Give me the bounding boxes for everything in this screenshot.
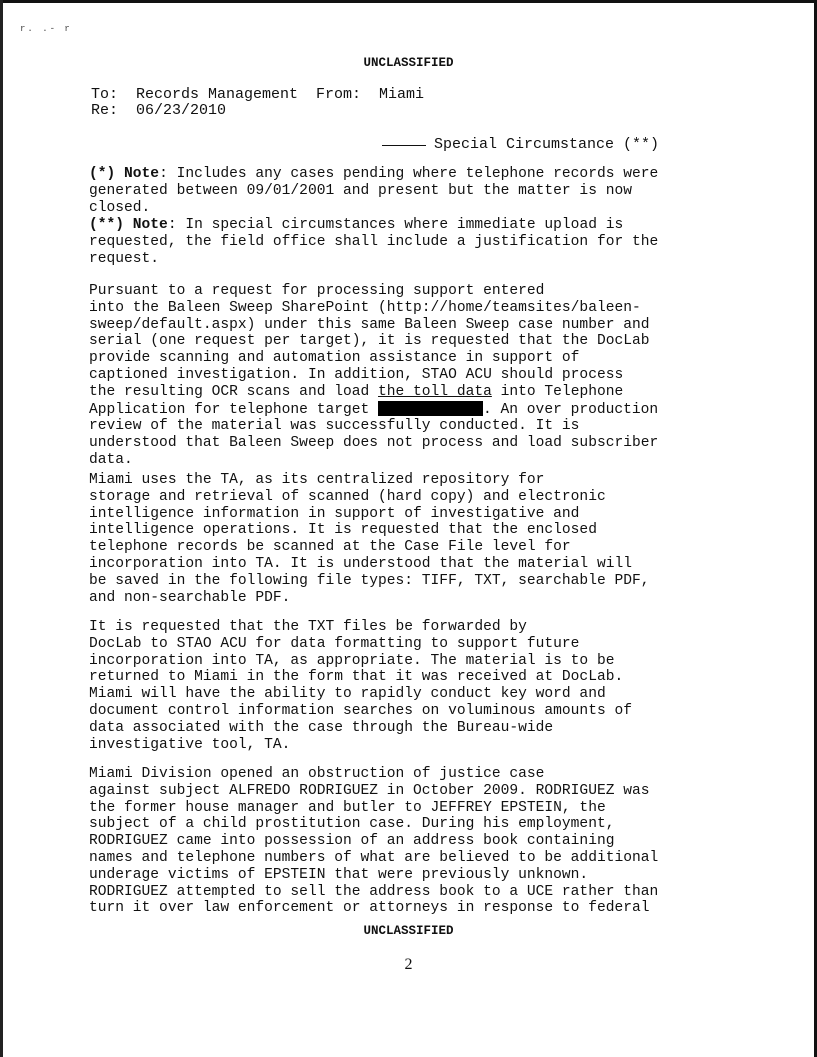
paragraph-request-part2: into Telephone Application for telephone target [89, 383, 624, 418]
classification-footer: UNCLASSIFIED [363, 924, 454, 938]
paragraph-request-underlined: the toll data [378, 383, 492, 400]
paragraph-request [89, 283, 725, 469]
paragraph-ta-repository: Miami uses the TA, as its centralized repository for storage and retrieval of scanned (hard copy) and electronic intelligence information in support of investigative and intelligence operations. It is requested that the enclosed telephone records be scanned at the Case File level for incorporation into TA. It is understood that the material will be saved in the following file types: TIFF, TXT, searchable PDF, and non-searchable PDF. [89, 472, 650, 606]
memo-header-re: Re: 06/23/2010 [91, 102, 227, 119]
memo-header-to-from: To: Records Management From: Miami [91, 86, 425, 103]
note-one [89, 166, 725, 216]
note-two [89, 217, 725, 267]
classification-header: UNCLASSIFIED [363, 56, 454, 70]
note-one-text: : Includes any cases pending where telephone records were generated between 09/01/2001 and present but the matter is now closed. [89, 166, 659, 216]
special-circumstance-line [382, 136, 659, 153]
left-scan-edge [0, 0, 3, 1057]
redaction-block [378, 401, 483, 416]
scan-mark: r. .- r [20, 24, 72, 34]
page-number: 2 [404, 956, 413, 973]
note-two-text: : In special circumstances where immediate upload is requested, the field office shall include a justification for the request. [89, 217, 659, 267]
note-two-label: (**) Note [89, 217, 168, 233]
paragraph-case-background: Miami Division opened an obstruction of justice case against subject ALFREDO RODRIGUEZ in October 2009. RODRIGUEZ was the former house manager and butler to JEFFREY EPSTEIN, the subject of a child prostitution case. During his employment, RODRIGUEZ came into possession of an address book containing names and telephone numbers of what are believed to be additional underage victims of EPSTEIN that were previously unknown. RODRIGUEZ attempted to sell the address book to a UCE rather than turn it over law enforcement or attorneys in response to federal [89, 766, 659, 917]
special-circumstance-label: Special Circumstance (**) [434, 136, 660, 153]
paragraph-request-part1: Pursuant to a request for processing support entered into the Baleen Sweep SharePoint (http://home/teamsites/baleen- sweep/default.aspx) under this same Baleen Sweep case number and serial (one request per target), it is requested that the DocLab provide scanning and automation assistance in support of captioned investigation. In addition, STAO ACU should process the resulting OCR scans and load [89, 283, 650, 400]
special-circumstance-blank [382, 145, 426, 146]
paragraph-txt-forwarding: It is requested that the TXT files be forwarded by DocLab to STAO ACU for data formatting to support future incorporation into TA, as appropriate. The material is to be returned to Miami in the form that it was received at DocLab. Miami will have the ability to rapidly conduct key word and document control information searches on voluminous amounts of data associated with the case through the Bureau-wide investigative tool, TA. [89, 619, 632, 753]
paragraph-request-part3: . An over production review of the material was successfully conducted. It is understood that Baleen Sweep does not process and load subscriber data. [89, 401, 659, 468]
top-border [0, 0, 817, 3]
note-one-label: (*) Note [89, 166, 160, 182]
